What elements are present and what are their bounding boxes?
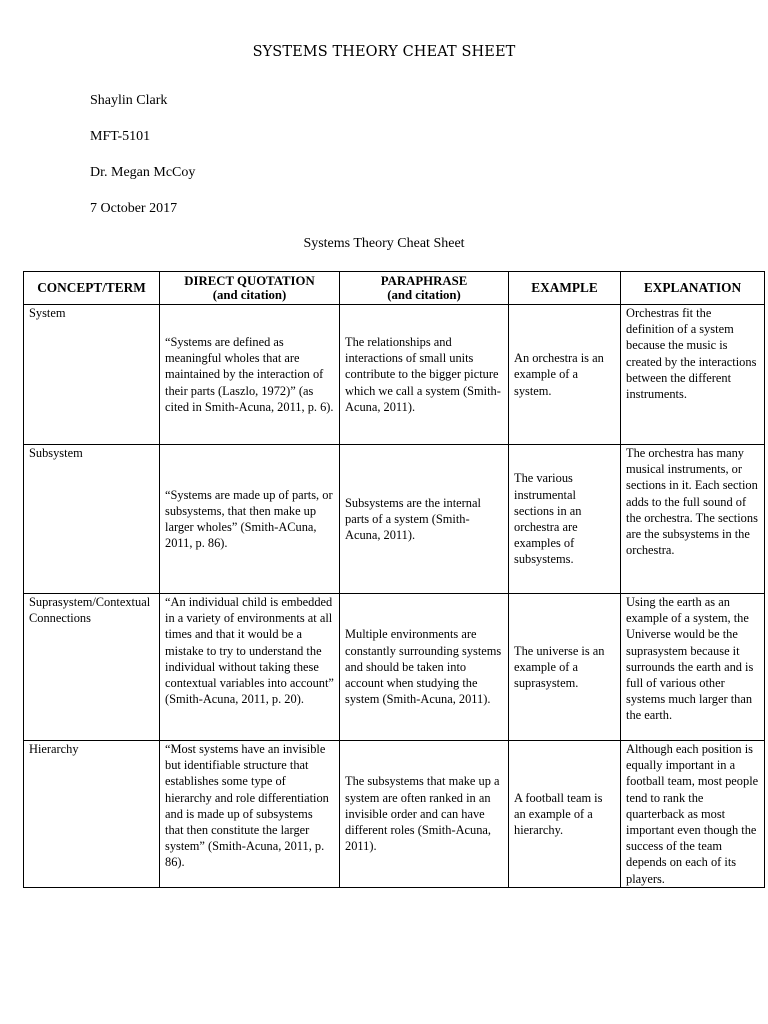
header-example: EXAMPLE [509, 272, 621, 305]
document-date: 7 October 2017 [90, 201, 178, 216]
quotation-cell: “Systems are made up of parts, or subsystems, that then make up larger wholes” (Smith-ACuna, 2011, p. 86). [160, 445, 340, 594]
paraphrase-cell: The relationships and interactions of small units contribute to the bigger picture which we call a system (Smith-Acuna, 2011). [340, 305, 509, 445]
document-title: SYSTEMS THEORY CHEAT SHEET [252, 44, 516, 60]
explanation-cell: Orchestras fit the definition of a system because the music is created by the interactions between the different instruments. [621, 305, 765, 445]
header-paraphrase-label: PARAPHRASE [380, 274, 468, 288]
table-header-row [24, 272, 765, 305]
explanation-cell: The orchestra has many musical instruments, or sections in it. Each section adds to the full sound of the orchestra. The sections are the subsystems in the orchestra. [621, 445, 765, 594]
cheat-sheet-table [23, 271, 765, 888]
example-cell: A football team is an example of a hierarchy. [509, 741, 621, 888]
paraphrase-cell: The subsystems that make up a system are often ranked in an invisible order and can have different roles (Smith-Acuna, 2011). [340, 741, 509, 888]
table-row [24, 305, 765, 445]
header-paraphrase-sub: (and citation) [387, 288, 461, 302]
quotation-cell: “Most systems have an invisible but identifiable structure that establishes some type of hierarchy and role differentiation and is made up of subsystems that then constitute the larger system” (Smith-Acuna, 2011, p. 86). [160, 741, 340, 888]
header-quotation [160, 272, 340, 305]
table-row [24, 445, 765, 594]
paraphrase-cell: Multiple environments are constantly surrounding systems and should be taken into account when studying the system (Smith-Acuna, 2011). [340, 594, 509, 741]
example-cell: The various instrumental sections in an orchestra are examples of subsystems. [509, 445, 621, 594]
header-paraphrase [340, 272, 509, 305]
concept-cell: Subsystem [24, 445, 160, 594]
author-name: Shaylin Clark [90, 93, 168, 108]
instructor-name: Dr. Megan McCoy [90, 165, 196, 180]
concept-cell: System [24, 305, 160, 445]
explanation-cell: Using the earth as an example of a system, the Universe would be the suprasystem because it surrounds the earth and is full of various other systems much larger than the earth. [621, 594, 765, 741]
header-explanation: EXPLANATION [621, 272, 765, 305]
paraphrase-cell: Subsystems are the internal parts of a system (Smith-Acuna, 2011). [340, 445, 509, 594]
example-cell: The universe is an example of a suprasystem. [509, 594, 621, 741]
table-row [24, 594, 765, 741]
concept-cell: Suprasystem/Contextual Connections [24, 594, 160, 741]
table-row [24, 741, 765, 888]
explanation-cell: Although each position is equally important in a football team, most people tend to rank the quarterback as most important even though the success of the team depends on each of its players. [621, 741, 765, 888]
header-concept: CONCEPT/TERM [24, 272, 160, 305]
concept-cell: Hierarchy [24, 741, 160, 888]
header-quotation-sub: (and citation) [212, 288, 287, 302]
example-cell: An orchestra is an example of a system. [509, 305, 621, 445]
quotation-cell: “An individual child is embedded in a variety of environments at all times and that it would be a mistake to try to understand the individual without taking these contextual variables into account” (Smith-Acuna, 2011, p. 20). [160, 594, 340, 741]
quotation-cell: “Systems are defined as meaningful wholes that are maintained by the interaction of their parts (Laszlo, 1972)” (as cited in Smith-Acuna, 2011, p. 6). [160, 305, 340, 445]
course-code: MFT-5101 [90, 129, 151, 144]
header-quotation-label: DIRECT QUOTATION [184, 274, 315, 288]
table-caption: Systems Theory Cheat Sheet [303, 236, 465, 251]
